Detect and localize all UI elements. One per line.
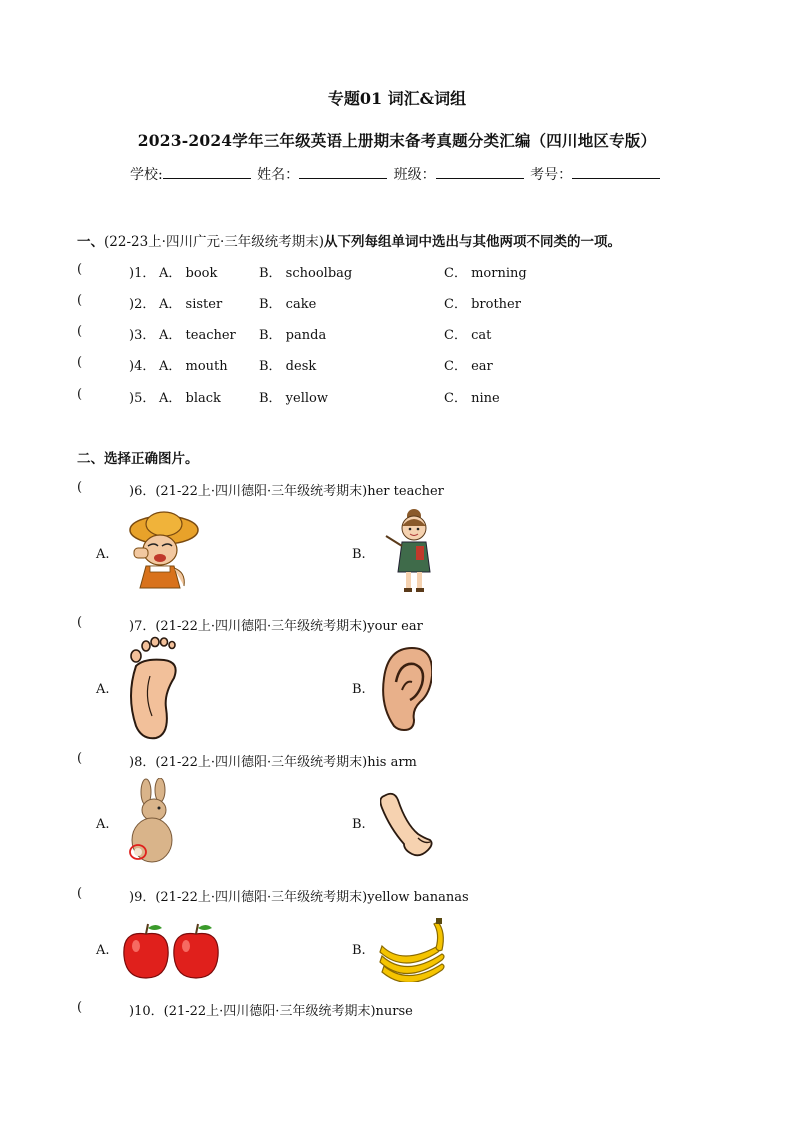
ear-image[interactable] xyxy=(378,646,432,732)
option-a-label: A. xyxy=(96,547,110,562)
question-stem: )7．(21-22上·四川德阳·三年级统考期末)your ear xyxy=(129,619,423,634)
class-label: 班级： xyxy=(393,167,436,183)
option-a: A． teacher xyxy=(159,328,236,343)
option-b: B． panda xyxy=(259,328,327,343)
bananas-image[interactable] xyxy=(378,918,450,982)
question-stem: )8．(21-22上·四川德阳·三年级统考期末)his arm xyxy=(129,755,417,770)
section1-source: (22-23上·四川广元·三年级统考期末) xyxy=(104,234,325,250)
question-number: )5． xyxy=(129,391,156,406)
option-b: B． cake xyxy=(259,297,317,312)
question-stem: )10．(21-22上·四川德阳·三年级统考期末)nurse xyxy=(129,1004,413,1019)
option-a-label: A. xyxy=(96,682,110,697)
section2-heading: 二、选择正确图片。 xyxy=(77,451,199,467)
number-blank[interactable] xyxy=(572,164,660,179)
page-subtitle: 2023-2024学年三年级英语上册期末备考真题分类汇编（四川地区专版） xyxy=(137,131,657,150)
option-c: C． cat xyxy=(444,328,492,343)
arm-image[interactable] xyxy=(380,792,434,860)
option-b-label: B. xyxy=(352,943,366,958)
answer-paren[interactable]: ( xyxy=(77,1000,83,1015)
option-b-label: B. xyxy=(352,547,366,562)
option-b: B． yellow xyxy=(259,391,328,406)
crying-boy-image[interactable] xyxy=(124,508,200,590)
answer-paren[interactable]: ( xyxy=(77,751,83,766)
option-a: A． sister xyxy=(159,297,223,312)
option-c: C． nine xyxy=(444,391,500,406)
section1-number: 一、 xyxy=(77,234,104,250)
option-a: A． black xyxy=(159,391,221,406)
section1-heading xyxy=(77,230,621,250)
school-label: 学校: xyxy=(130,167,163,183)
answer-paren[interactable]: ( xyxy=(77,615,83,630)
question-number: )1． xyxy=(129,266,156,281)
name-label: 姓名： xyxy=(257,167,300,183)
question-number: )2． xyxy=(129,297,156,312)
option-b: B． desk xyxy=(259,359,317,374)
class-blank[interactable] xyxy=(436,164,524,179)
option-a: A． mouth xyxy=(159,359,228,374)
option-a: A． book xyxy=(159,266,218,281)
answer-paren[interactable]: ( xyxy=(77,293,83,308)
rabbit-image[interactable] xyxy=(124,778,180,866)
option-a-label: A. xyxy=(96,817,110,832)
name-blank[interactable] xyxy=(299,164,387,179)
teacher-image[interactable] xyxy=(384,506,440,596)
option-a-label: A. xyxy=(96,943,110,958)
question-stem: )9．(21-22上·四川德阳·三年级统考期末)yellow bananas xyxy=(129,890,469,905)
question-number: )3． xyxy=(129,328,156,343)
answer-paren[interactable]: ( xyxy=(77,355,83,370)
option-c: C． morning xyxy=(444,266,527,281)
school-blank[interactable] xyxy=(163,164,251,179)
option-b-label: B. xyxy=(352,817,366,832)
question-stem: )6．(21-22上·四川德阳·三年级统考期末)her teacher xyxy=(129,484,444,499)
answer-paren[interactable]: ( xyxy=(77,324,83,339)
section1-instruction: 从下列每组单词中选出与其他两项不同类的一项。 xyxy=(324,234,622,250)
page-title: 专题01 词汇&词组 xyxy=(327,89,467,108)
option-c: C． brother xyxy=(444,297,521,312)
answer-paren[interactable]: ( xyxy=(77,480,83,495)
option-c: C． ear xyxy=(444,359,493,374)
number-label: 考号： xyxy=(530,167,573,183)
foot-image[interactable] xyxy=(122,636,182,740)
answer-paren[interactable]: ( xyxy=(77,262,83,277)
answer-paren[interactable]: ( xyxy=(77,886,83,901)
option-b-label: B. xyxy=(352,682,366,697)
student-info-fields xyxy=(130,164,662,184)
question-number: )4． xyxy=(129,359,156,374)
apples-image[interactable] xyxy=(122,922,224,980)
answer-paren[interactable]: ( xyxy=(77,387,83,402)
option-b: B． schoolbag xyxy=(259,266,353,281)
